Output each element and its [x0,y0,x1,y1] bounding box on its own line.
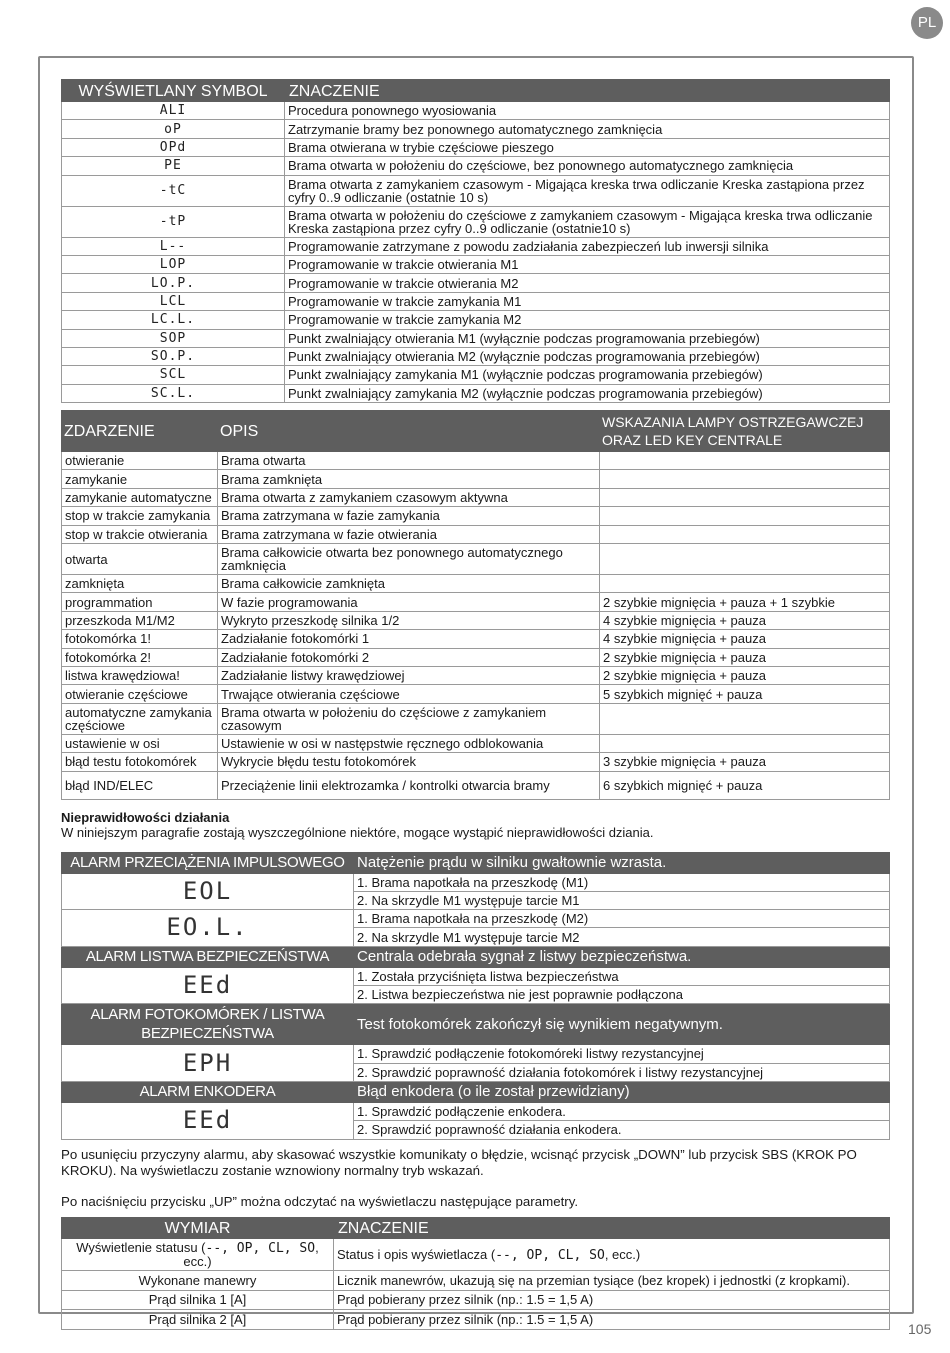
alarm-name: ALARM ENKODERA [62,1081,354,1102]
table-row [62,138,890,156]
param-meaning: Prąd pobierany przez silnik (np.: 1.5 = 1,5 A) [334,1310,890,1330]
table-row [62,611,890,629]
alarm-item-row [62,873,890,891]
event-desc: Trwające otwierania częściowe [218,685,600,703]
table-row [62,593,890,611]
event-lamp [600,734,890,752]
alarm-name: ALARM PRZECIĄŻENIA IMPULSOWEGO [62,852,354,873]
page-content [61,79,890,1330]
symbol-meaning: Programowanie zatrzymane z powodu zadziałania zabezpieczeń lub inwersji silnika [285,237,890,255]
event-name: otwarta [62,544,218,575]
event-lamp: 3 szybkie mignięcia + pauza [600,753,890,771]
alarm-cause: 1. Sprawdzić podłączenie enkodera. [354,1102,890,1120]
display-symbol: SCL [62,366,285,384]
alarm-meaning: Test fotokomórek zakończył się wynikiem negatywnym. [354,1004,890,1045]
display-symbol: SC.L. [62,384,285,402]
alarm-name: ALARM LISTWA BEZPIECZEŃSTWA [62,946,354,967]
events-header-lamp: WSKAZANIA LAMPY OSTRZEGAWCZEJ ORAZ LED KEY CENTRALE [600,411,890,452]
alarm-cause: 2. Na skrzydle M1 występuje tarcie M1 [354,891,890,909]
alarm-cause: 1. Brama napotkała na przeszkodę (M2) [354,910,890,928]
event-desc: Brama całkowicie otwarta bez ponownego automatycznego zamknięcia [218,544,600,575]
table-row [62,274,890,292]
table-row [62,703,890,734]
event-desc: Brama otwarta z zamykaniem czasowym aktywna [218,488,600,506]
alarm-code: EO.L. [62,910,354,947]
event-lamp: 5 szybkich mignięć + pauza [600,685,890,703]
table-row [62,1290,890,1310]
alarm-header-row [62,946,890,967]
alarms-table [61,852,890,1140]
param-name: Prąd silnika 2 [A] [62,1310,334,1330]
param-name-prefix: Wyświetlenie statusu ( [76,1240,206,1256]
event-desc: Brama zatrzymana w fazie otwierania [218,525,600,543]
event-name: błąd IND/ELEC [62,771,218,799]
param-meaning: Licznik manewrów, ukazują się na przemian tysiące (bez kropek) i jednostki (z kropkami). [334,1271,890,1291]
table-row [62,366,890,384]
table-row [62,329,890,347]
alarm-item-row [62,1102,890,1120]
event-desc: Przeciążenie linii elektrozamka / kontrolki otwarcia bramy [218,771,600,799]
table-row [62,507,890,525]
param-name: Wykonane manewry [62,1271,334,1291]
event-name: otwieranie częściowe [62,685,218,703]
table-row [62,384,890,402]
event-lamp: 2 szybkie mignięcia + pauza [600,666,890,684]
event-desc: Ustawienie w osi w następstwie ręcznego odblokowania [218,734,600,752]
alarm-header-row [62,1004,890,1045]
event-lamp: 2 szybkie mignięcia + pauza [600,648,890,666]
display-symbol: ALI [62,102,285,120]
event-name: fotokomórka 1! [62,630,218,648]
alarm-meaning: Błąd enkodera (o ile został przewidziany) [354,1081,890,1102]
event-lamp: 4 szybkie mignięcia + pauza [600,611,890,629]
table-row [62,575,890,593]
event-name: listwa krawędziowa! [62,666,218,684]
symbol-meaning: Punkt zwalniający otwierania M2 (wyłącznie podczas programowania przebiegów) [285,347,890,365]
symbol-meaning: Programowanie w trakcie zamykania M1 [285,292,890,310]
symbol-meaning: Brama otwarta w położeniu do częściowe z zamykaniem czasowym - Migająca kreska trwa odliczanie Kreska zastąpiona przez cyfry 0..9 odliczanie (ostatnie10 s) [285,206,890,237]
event-desc: Brama otwarta w położeniu do częściowe z zamykaniem czasowym [218,703,600,734]
event-desc: Brama całkowicie zamknięta [218,575,600,593]
alarm-code: EEd [62,967,354,1004]
table-row [62,544,890,575]
display-symbol: PE [62,157,285,175]
symbol-meaning: Zatrzymanie bramy bez ponownego automatycznego zamknięcia [285,120,890,138]
event-lamp [600,452,890,470]
table-row [62,685,890,703]
event-desc: Zadziałanie fotokomórki 2 [218,648,600,666]
table-row [62,734,890,752]
display-symbol: -tP [62,206,285,237]
event-lamp [600,575,890,593]
event-lamp: 6 szybkich mignięć + pauza [600,771,890,799]
event-lamp [600,507,890,525]
event-name: stop w trakcie otwierania [62,525,218,543]
table-row [62,488,890,506]
event-desc: Zadziałanie fotokomórki 1 [218,630,600,648]
alarm-cause: 2. Sprawdzić poprawność działania fotokomórek i listwy rezystancyjnej [354,1063,890,1081]
table-row [62,1271,890,1291]
event-lamp [600,544,890,575]
event-name: zamykanie automatyczne [62,488,218,506]
param-meaning-suffix: , ecc.) [604,1246,641,1262]
language-badge: PL [911,7,943,39]
event-name: ustawienie w osi [62,734,218,752]
symbol-meaning: Programowanie w trakcie zamykania M2 [285,311,890,329]
table-row [62,347,890,365]
table-row [62,157,890,175]
table-row [62,525,890,543]
symbol-meaning: Programowanie w trakcie otwierania M2 [285,274,890,292]
event-desc: Wykryto przeszkodę silnika 1/2 [218,611,600,629]
event-lamp: 4 szybkie mignięcia + pauza [600,630,890,648]
table-row [62,470,890,488]
event-lamp [600,488,890,506]
alarm-header-row [62,1081,890,1102]
event-name: przeszkoda M1/M2 [62,611,218,629]
symbol-meaning: Brama otwarta w położeniu do częściowe, bez ponownego automatycznego zamknięcia [285,157,890,175]
table-row [62,771,890,799]
display-symbol: oP [62,120,285,138]
table-row [62,311,890,329]
params-header-name: WYMIAR [62,1218,334,1239]
events-header-event: ZDARZENIE [62,411,218,452]
display-symbol: LC.L. [62,311,285,329]
alarm-cause: 2. Listwa bezpieczeństwa nie jest poprawnie podłączona [354,986,890,1004]
display-symbol: SOP [62,329,285,347]
table-row [62,1239,890,1271]
alarm-cause: 2. Na skrzydle M1 występuje tarcie M2 [354,928,890,946]
faults-intro: W niniejszym paragrafie zostają wyszczególnione niektóre, mogące wystąpić nieprawidłowości dziania. [61,824,654,840]
table-row [62,120,890,138]
display-codes: --, OP, CL, SO [205,1241,316,1257]
event-desc: Brama zamknięta [218,470,600,488]
event-name: automatyczne zamykania częściowe [62,703,218,734]
param-meaning [334,1239,890,1271]
alarm-meaning: Centrala odebrała sygnał z listwy bezpieczeństwa. [354,946,890,967]
display-symbol: LCL [62,292,285,310]
table-row [62,648,890,666]
param-meaning-prefix: Status i opis wyświetlacza ( [337,1246,496,1262]
alarm-code: EEd [62,1102,354,1139]
symbol-meaning: Brama otwarta z zamykaniem czasowym - Migająca kreska trwa odliczanie Kreska zastąpiona przez cyfry 0..9 odliczanie (ostatnie 10 s) [285,175,890,206]
params-table [61,1217,890,1330]
table-row [62,630,890,648]
symbols-header-symbol: WYŚWIETLANY SYMBOL [62,80,285,102]
event-name: zamknięta [62,575,218,593]
symbol-meaning: Punkt zwalniający zamykania M2 (wyłącznie podczas programowania przebiegów) [285,384,890,402]
event-desc: Wykrycie błędu testu fotokomórek [218,753,600,771]
event-lamp [600,703,890,734]
alarm-code: EOL [62,873,354,910]
up-paragraph: Po naciśnięciu przycisku „UP” można odczytać na wyświetlaczu następujące parametry. [61,1193,579,1209]
event-name: programmation [62,593,218,611]
event-name: zamykanie [62,470,218,488]
symbols-table [61,79,890,403]
events-table [61,410,890,799]
event-desc: Brama otwarta [218,452,600,470]
alarm-meaning: Natężenie prądu w silniku gwałtownie wzrasta. [354,852,890,873]
display-codes: --, OP, CL, SO [495,1247,605,1263]
param-name-suffix: , ecc.) [183,1240,319,1270]
event-desc: Zadziałanie listwy krawędziowej [218,666,600,684]
table-row [62,255,890,273]
alarm-item-row [62,967,890,985]
symbol-meaning: Programowanie w trakcie otwierania M1 [285,255,890,273]
table-row [62,175,890,206]
display-symbol: L-- [62,237,285,255]
alarm-name: ALARM FOTOKOMÓREK / LISTWA BEZPIECZEŃSTWA [62,1004,354,1045]
display-symbol: LOP [62,255,285,273]
table-row [62,292,890,310]
alarm-header-row [62,852,890,873]
symbol-meaning: Procedura ponownego wyosiowania [285,102,890,120]
display-symbol: -tC [62,175,285,206]
event-lamp [600,470,890,488]
event-desc: Brama zatrzymana w fazie zamykania [218,507,600,525]
event-name: błąd testu fotokomórek [62,753,218,771]
param-meaning: Prąd pobierany przez silnik (np.: 1.5 = 1,5 A) [334,1290,890,1310]
alarm-cause: 1. Została przyciśnięta listwa bezpieczeństwa [354,967,890,985]
symbol-meaning: Punkt zwalniający zamykania M1 (wyłącznie podczas programowania przebiegów) [285,366,890,384]
display-symbol: OPd [62,138,285,156]
table-row [62,452,890,470]
event-name: otwieranie [62,452,218,470]
table-row [62,237,890,255]
alarm-cause: 1. Brama napotkała na przeszkodę (M1) [354,873,890,891]
alarm-cause: 1. Sprawdzić podłączenie fotokomóreki listwy rezystancyjnej [354,1045,890,1063]
symbol-meaning: Brama otwierana w trybie częściowe pieszego [285,138,890,156]
event-desc: W fazie programowania [218,593,600,611]
display-symbol: SO.P. [62,347,285,365]
symbols-header-meaning: ZNACZENIE [285,80,890,102]
alarm-item-row [62,910,890,928]
param-name [62,1239,334,1271]
param-name: Prąd silnika 1 [A] [62,1290,334,1310]
page-number: 105 [908,1321,932,1337]
alarm-cause: 2. Sprawdzić poprawność działania enkodera. [354,1121,890,1139]
reset-paragraph: Po usunięciu przyczyny alarmu, aby skasować wszystkie komunikaty o błędzie, wcisnąć przycisk „DOWN” lub przycisk SBS (KROK PO KROKU). Na wyświetlaczu zostanie wznowiony normalny tryb wskazań. [61,1146,857,1179]
params-header-meaning: ZNACZENIE [334,1218,890,1239]
event-name: stop w trakcie zamykania [62,507,218,525]
table-row [62,666,890,684]
events-header-desc: OPIS [218,411,600,452]
event-lamp [600,525,890,543]
alarm-code: EPH [62,1045,354,1082]
table-row [62,206,890,237]
event-name: fotokomórka 2! [62,648,218,666]
symbol-meaning: Punkt zwalniający otwierania M1 (wyłącznie podczas programowania przebiegów) [285,329,890,347]
table-row [62,753,890,771]
faults-title: Nieprawidłowości działania [61,809,230,825]
table-row [62,102,890,120]
table-row [62,1310,890,1330]
event-lamp: 2 szybkie mignięcia + pauza + 1 szybkie [600,593,890,611]
display-symbol: LO.P. [62,274,285,292]
alarm-item-row [62,1045,890,1063]
